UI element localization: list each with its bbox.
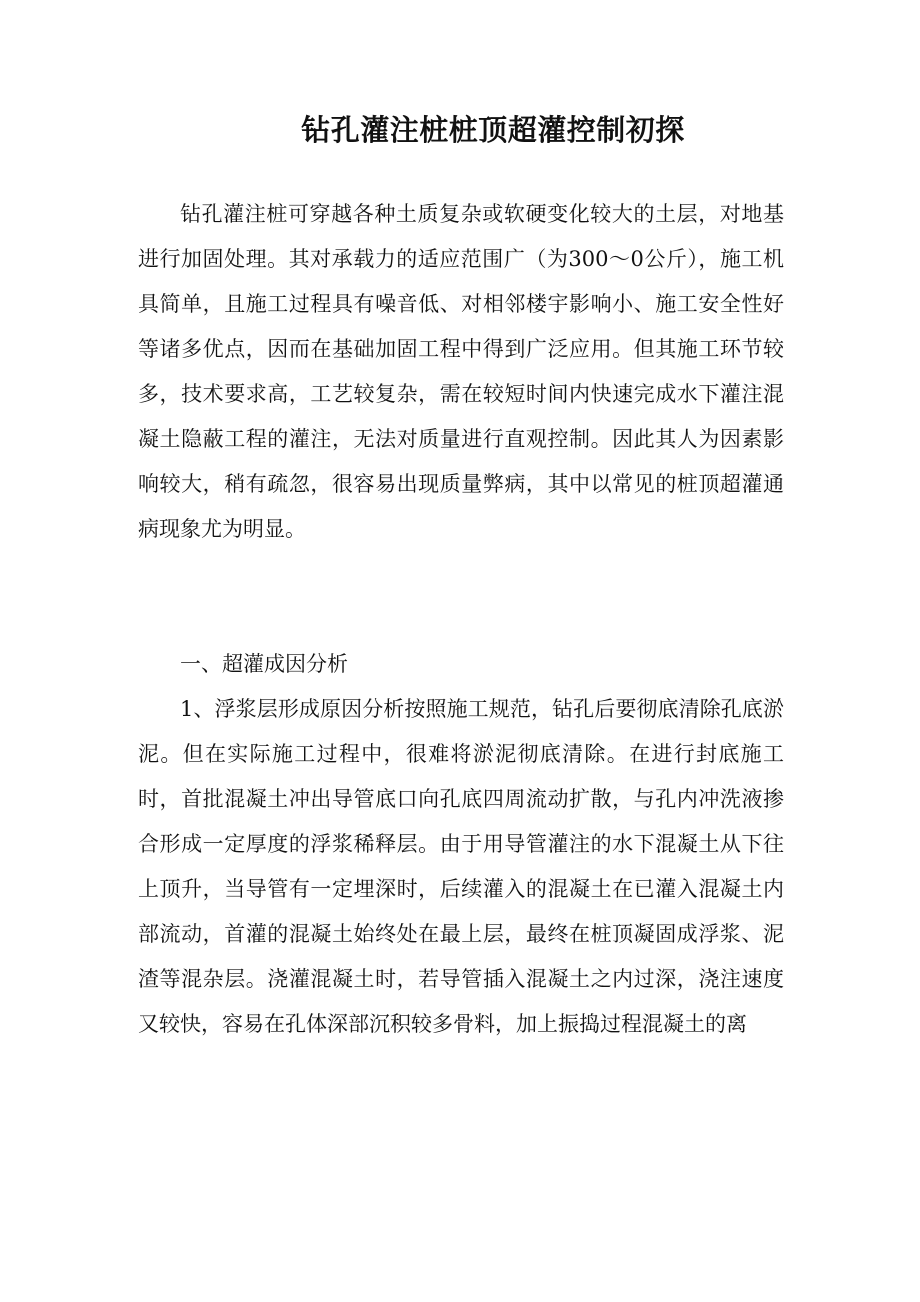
section-heading: 一、超灌成因分析: [180, 652, 348, 676]
document-title: 钻孔灌注桩桩顶超灌控制初探: [301, 113, 685, 147]
document-body: [138, 192, 784, 1047]
paragraph-spacer: [138, 552, 784, 597]
intro-paragraph: 钻孔灌注桩可穿越各种土质复杂或软硬变化较大的土层，对地基进行加固处理。其对承载力的适应范围广（为300～0公斤），施工机具简单，且施工过程具有噪音低、对相邻楼宇影响小、施工安全性好等诸多优点，因而在基础加固工程中得到广泛应用。但其施工环节较多，技术要求高，工艺较复杂，需在较短时间内快速完成水下灌注混凝土隐蔽工程的灌注，无法对质量进行直观控制。因此其人为因素影响较大，稍有疏忽，很容易出现质量弊病，其中以常见的桩顶超灌通病现象尤为明显。: [138, 202, 784, 541]
section-paragraph: 1、浮浆层形成原因分析按照施工规范，钻孔后要彻底清除孔底淤泥。但在实际施工过程中，很难将淤泥彻底清除。在进行封底施工时，首批混凝土冲出导管底口向孔底四周流动扩散，与孔内冲洗液掺合形成一定厚度的浮浆稀释层。由于用导管灌注的水下混凝土从下往上顶升，当导管有一定埋深时，后续灌入的混凝土在已灌入混凝土内部流动，首灌的混凝土始终处在最上层，最终在桩顶凝固成浮浆、泥渣等混杂层。浇灌混凝土时，若导管插入混凝土之内过深，浇注速度又较快，容易在孔体深部沉积较多骨料，加上振捣过程混凝土的离: [138, 697, 784, 1036]
paragraph-spacer: [138, 597, 784, 642]
